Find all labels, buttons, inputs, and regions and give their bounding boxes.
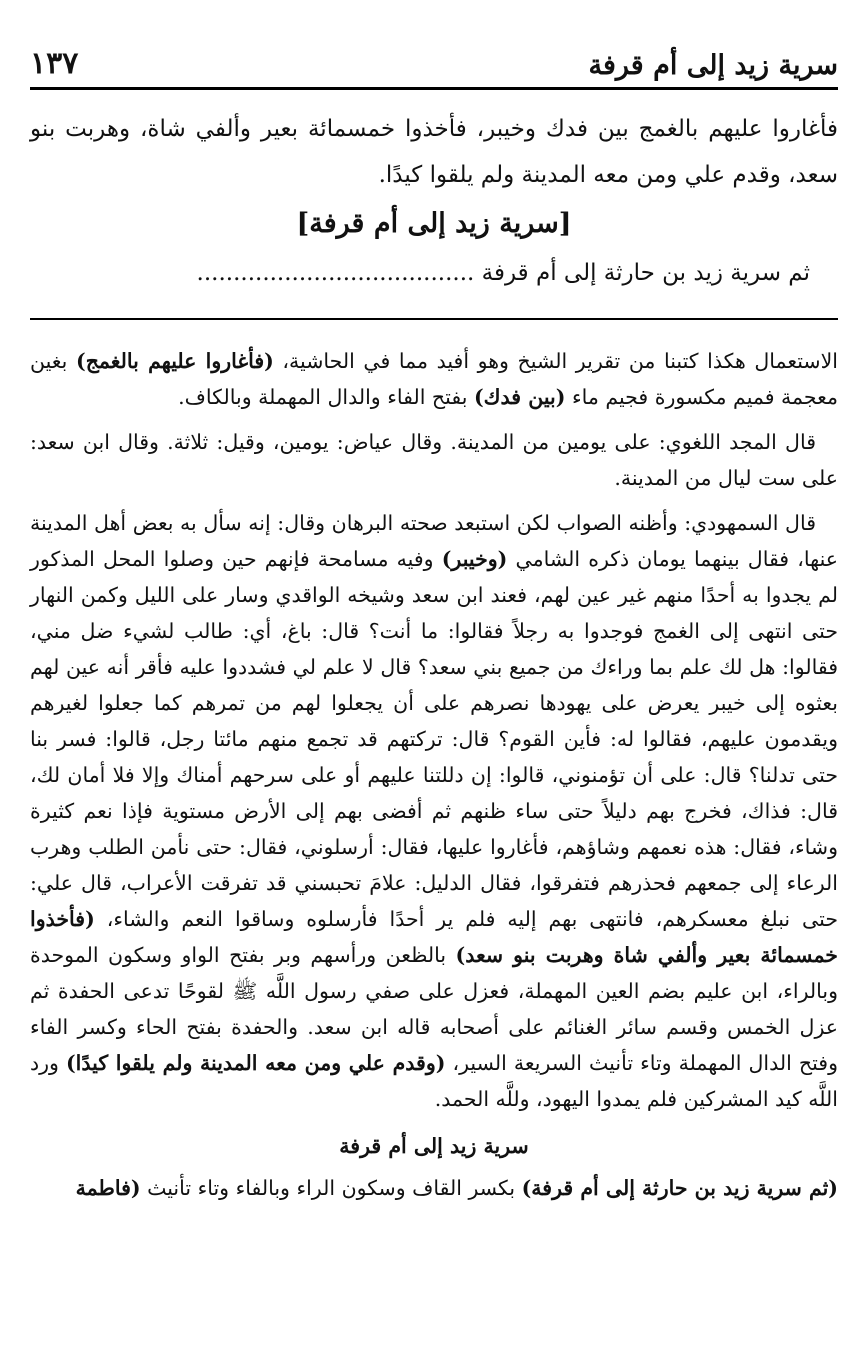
page-number: ١٣٧	[30, 46, 79, 81]
quoted-matn: (بين فدك)	[473, 385, 566, 409]
text-run: قال السمهودي: وأظنه الصواب لكن استبعد صحته البرهان وقال: إنه سأل به بعض أهل المدينة عنها، فقال بينهما يومان ذكره الشامي	[30, 511, 838, 571]
quoted-matn: (وقدم علي ومن معه المدينة ولم يلقوا كيدًا)	[65, 1051, 446, 1075]
text-run: بغين معجمة فميم مكسورة فجيم ماء	[30, 349, 838, 409]
quoted-matn: (ثم سرية زيد بن حارثة إلى أم قرفة)	[521, 1176, 838, 1200]
text-run: بالظعن ورأسهم وبر بفتح الواو وسكون الموحدة وبالراء، ابن عليم بضم العين المهملة، فعزل على صفي رسول اللَّه ﷺ لقوحًا تدعى الحفدة ثم عزل الخمس وقسم سائر الغنائم على أصحابه قاله ابن سعد. والحفدة بفتح الحاء وكسر الفاء وفتح الدال المهملة وتاء تأنيث السريعة السير،	[30, 943, 838, 1075]
commentary-paragraph	[30, 343, 838, 415]
running-title: سرية زيد إلى أم قرفة	[588, 50, 838, 81]
section-heading: سرية زيد إلى أم قرفة	[339, 1134, 529, 1158]
quoted-matn: (فأخذوا خمسمائة بعير وألفي شاة وهربت بنو سعد)	[30, 907, 838, 967]
text-run: بكسر القاف وسكون الراء وبالفاء وتاء تأنيث	[140, 1176, 522, 1200]
quoted-matn: (فاطمة	[75, 1176, 141, 1200]
text-run: وفيه مسامحة فإنهم حين وصلوا المحل المذكور لم يجدوا به أحدًا منهم غير عين لهم، فعند ابن سعد وشيخه الواقدي وسار على الليل وكمن النهار حتى انتهى إلى الغمج فوجدوا به رجلاً فقالوا: ما أنت؟ قال: باغ، أي: طالب لشيء ضل مني، فقالوا: هل لك علم بما وراءك من جميع بني سعد؟ قال لا علم لي فشددوا عليه فأقر أنه عين لهم بعثوه إلى خيبر يعرض على يهودها نصرهم على أن يجعلوا لهم من تمرهم كما جعلوا لغيرهم ويقدمون عليهم، فقالوا له: فأين القوم؟ قال: تركتهم قد تجمع منهم مائتا رجل، قالوا: فسر بنا حتى تدلنا؟ قال: على أن تؤمنوني، قالوا: إن دللتنا عليهم أو على سرحهم أمناك وإلا فلا أمان لك، قال: فذاك، فخرج بهم دليلاً حتى ساء ظنهم ثم أفضى بهم إلى الأرض مستوية فإذا نعم كثيرة وشاء، فقال: هذه نعمهم وشاؤهم، فأغاروا عليها، فقال: أرسلوني، فقال: حتى نأمن الطلب وهرب الرعاء إلى جمعهم فحذرهم فتفرقوا، فقال الدليل: علامَ تحبسني قد تفرقت الأعراب، قال علي: حتى نبلغ معسكرهم، فانتهى بهم إليه فلم ير أحدًا فأرسلوه وساقوا النعم والشاء،	[30, 547, 838, 931]
text-run: بفتح الفاء والدال المهملة وبالكاف.	[178, 385, 474, 409]
quoted-matn: (فأغاروا عليهم بالغمج)	[76, 349, 274, 373]
main-text	[30, 106, 838, 296]
commentary-paragraph: قال المجد اللغوي: على يومين من المدينة. وقال عياض: يومين، وقيل: ثلاثة. وقال ابن سعد: على ست ليال من المدينة.	[30, 430, 838, 490]
main-paragraph: فأغاروا عليهم بالغمج بين فدك وخيبر، فأخذوا خمسمائة بعير وألفي شاة، وهربت بنو سعد، وقدم علي ومن معه المدينة ولم يلقوا كيدًا.	[30, 116, 838, 188]
commentary-paragraph	[30, 505, 838, 1117]
text-run: الاستعمال هكذا كتبنا من تقرير الشيخ وهو أفيد مما في الحاشية،	[273, 349, 838, 373]
page-header	[30, 34, 838, 90]
chapter-heading: [سرية زيد إلى أم قرفة]	[296, 208, 572, 239]
quoted-matn: (وخيبر)	[441, 547, 508, 571]
matn-line: ثم سرية زيد بن حارثة إلى أم قرفة ......................................	[196, 260, 810, 286]
commentary	[30, 343, 838, 1215]
commentary-paragraph	[30, 1170, 838, 1206]
text-run: ورد اللَّه كيد المشركين فلم يمدوا اليهود، وللَّه الحمد.	[30, 1051, 838, 1111]
footnote-divider	[30, 318, 838, 320]
